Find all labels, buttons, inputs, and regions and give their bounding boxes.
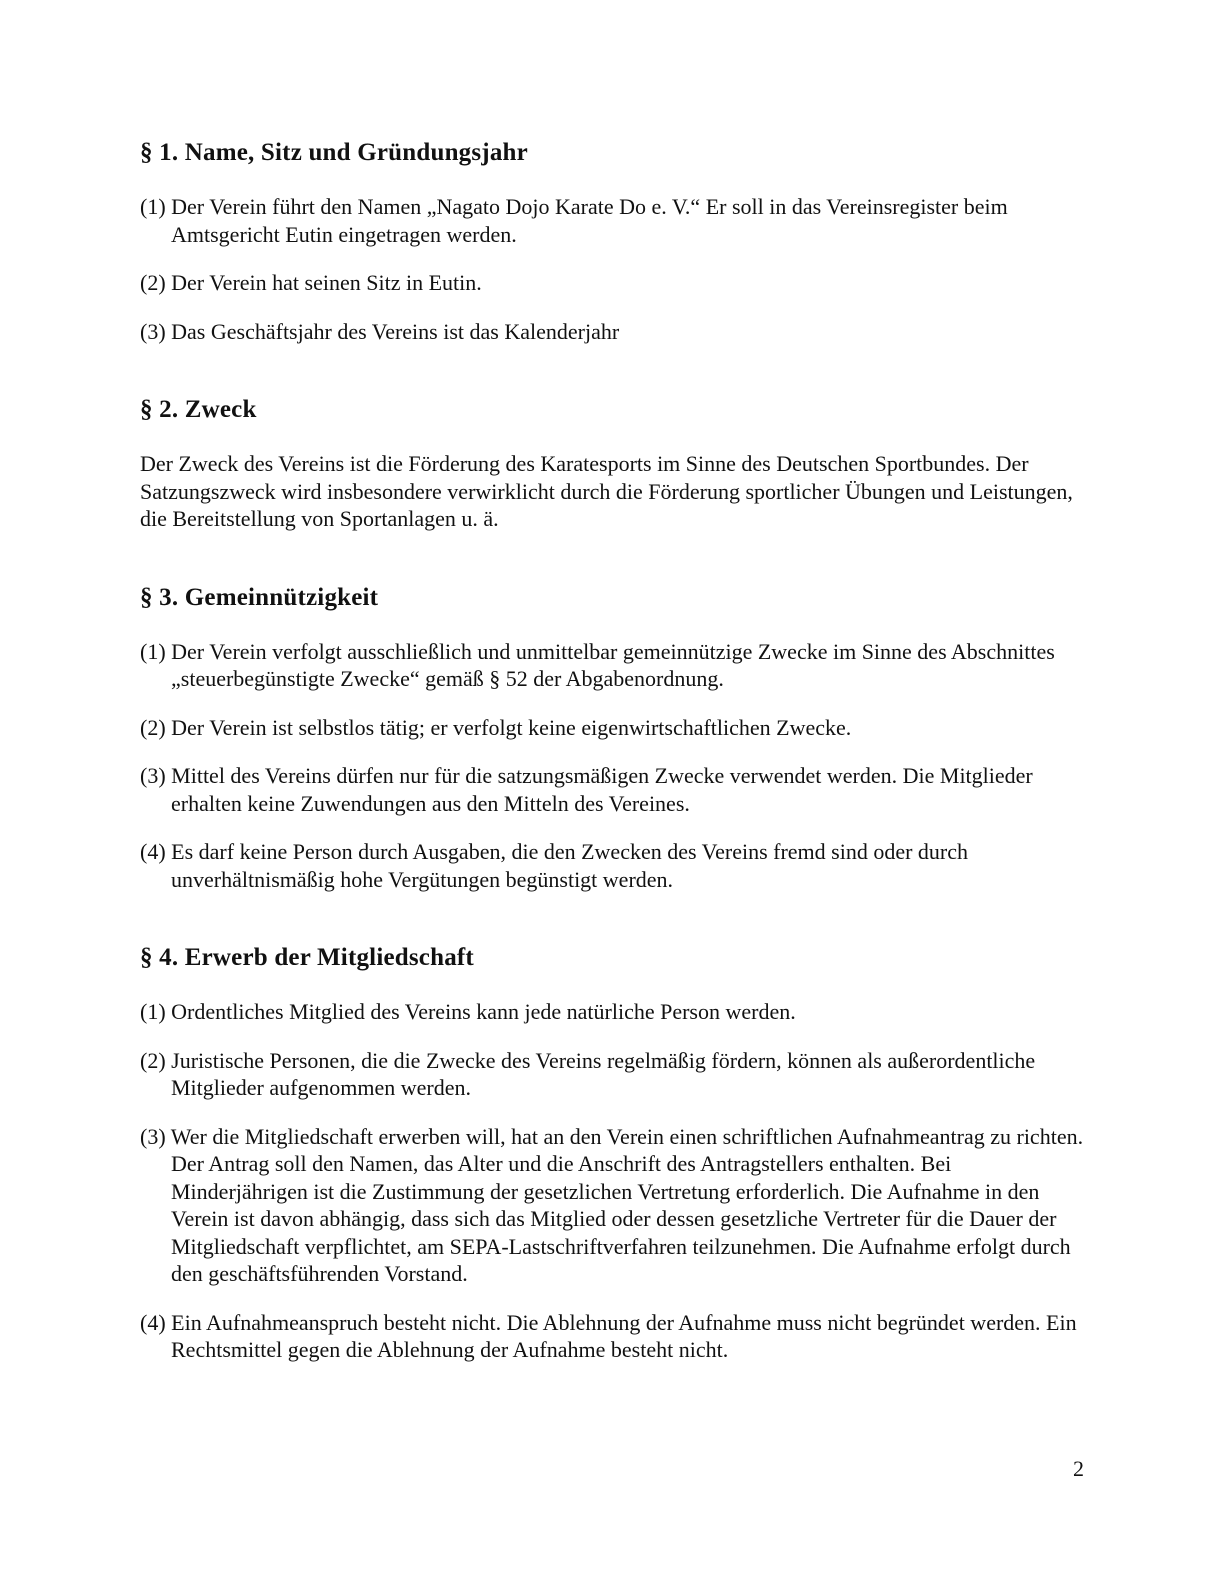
paragraph-marker: (2) xyxy=(140,714,166,740)
paragraph-text: Ein Aufnahmeanspruch besteht nicht. Die Ablehnung der Aufnahme muss nicht begründet werden. Ein Rechtsmittel gegen die Ablehnung der Aufnahme besteht nicht. xyxy=(171,1309,1077,1362)
paragraph-text: Das Geschäftsjahr des Vereins ist das Kalenderjahr xyxy=(171,318,620,344)
statute-section xyxy=(140,138,1088,345)
paragraph-text: Der Verein verfolgt ausschließlich und unmittelbar gemeinnützige Zwecke im Sinne des Abschnittes „steuerbegünstigte Zwecke“ gemäß § 52 der Abgabenordnung. xyxy=(171,638,1055,691)
paragraph-marker: (2) xyxy=(140,270,166,295)
paragraph-text: Juristische Personen, die die Zwecke des Vereins regelmäßig fördern, können als außerordentliche Mitglieder aufgenommen werden. xyxy=(171,1047,1036,1100)
statute-section xyxy=(140,395,1088,533)
paragraph-text: Der Zweck des Vereins ist die Förderung des Karatesports im Sinne des Deutschen Sportbundes. Der Satzungszweck wird insbesondere verwirklicht durch die Förderung sportlicher Übungen und Leistungen, die Bereitstellung von Sportanlagen u. ä. xyxy=(140,451,1073,531)
statute-paragraph xyxy=(140,193,1088,248)
section-heading: § 3. Gemeinnützigkeit xyxy=(140,583,379,611)
section-heading: § 1. Name, Sitz und Gründungsjahr xyxy=(140,139,528,166)
paragraph-marker: (1) xyxy=(140,999,166,1024)
page-number: 2 xyxy=(1073,1456,1084,1481)
statute-paragraph xyxy=(140,1047,1088,1102)
paragraph-marker: (4) xyxy=(140,1309,166,1335)
paragraph-text: Mittel des Vereins dürfen nur für die satzungsmäßigen Zwecke verwendet werden. Die Mitglieder erhalten keine Zuwendungen aus den Mitteln des Vereines. xyxy=(171,763,1033,816)
paragraph-text: Der Verein hat seinen Sitz in Eutin. xyxy=(171,270,482,295)
statute-content xyxy=(140,138,1088,1385)
statute-paragraph xyxy=(140,838,1088,893)
statute-paragraph xyxy=(140,714,1088,742)
paragraph-text: Der Verein führt den Namen „Nagato Dojo Karate Do e. V.“ Er soll in das Vereinsregister beim Amtsgericht Eutin eingetragen werden. xyxy=(171,194,1008,247)
statute-paragraph xyxy=(140,638,1088,693)
statute-section xyxy=(140,943,1088,1364)
section-heading: § 2. Zweck xyxy=(140,396,257,423)
paragraph-marker: (3) xyxy=(140,763,166,788)
statute-paragraph xyxy=(140,1309,1088,1364)
statute-paragraph xyxy=(140,1123,1088,1288)
statute-paragraph xyxy=(140,318,1088,346)
paragraph-marker: (1) xyxy=(140,194,166,219)
statute-paragraph xyxy=(140,269,1088,297)
paragraph-marker: (1) xyxy=(140,638,166,664)
paragraph-marker: (2) xyxy=(140,1047,166,1073)
section-heading: § 4. Erwerb der Mitgliedschaft xyxy=(140,944,474,971)
paragraph-marker: (3) xyxy=(140,318,166,344)
paragraph-marker: (3) xyxy=(140,1123,166,1149)
paragraph-marker: (4) xyxy=(140,839,166,864)
statute-paragraph xyxy=(140,998,1088,1026)
paragraph-text: Wer die Mitgliedschaft erwerben will, hat an den Verein einen schriftlichen Aufnahmeantrag zu richten. Der Antrag soll den Namen, das Alter und die Anschrift des Antragstellers enthalten. Bei Minderjährigen ist die Zustimmung der gesetzlichen Vertretung erforderlich. Die Aufnahme in den Verein ist davon abhängig, dass sich das Mitglied oder dessen gesetzliche Vertreter für die Dauer der Mitgliedschaft verpflichtet, am SEPA-Lastschriftverfahren teilzunehmen. Die Aufnahme erfolgt durch den geschäftsführenden Vorstand. xyxy=(170,1123,1084,1286)
paragraph-text: Der Verein ist selbstlos tätig; er verfolgt keine eigenwirtschaftlichen Zwecke. xyxy=(171,714,852,740)
paragraph-text: Es darf keine Person durch Ausgaben, die den Zwecken des Vereins fremd sind oder durch unverhältnismäßig hohe Vergütungen begünstigt werden. xyxy=(171,839,969,892)
statute-paragraph xyxy=(140,450,1088,533)
paragraph-text: Ordentliches Mitglied des Vereins kann jede natürliche Person werden. xyxy=(171,999,796,1024)
statute-section xyxy=(140,583,1088,894)
statute-paragraph xyxy=(140,762,1088,817)
